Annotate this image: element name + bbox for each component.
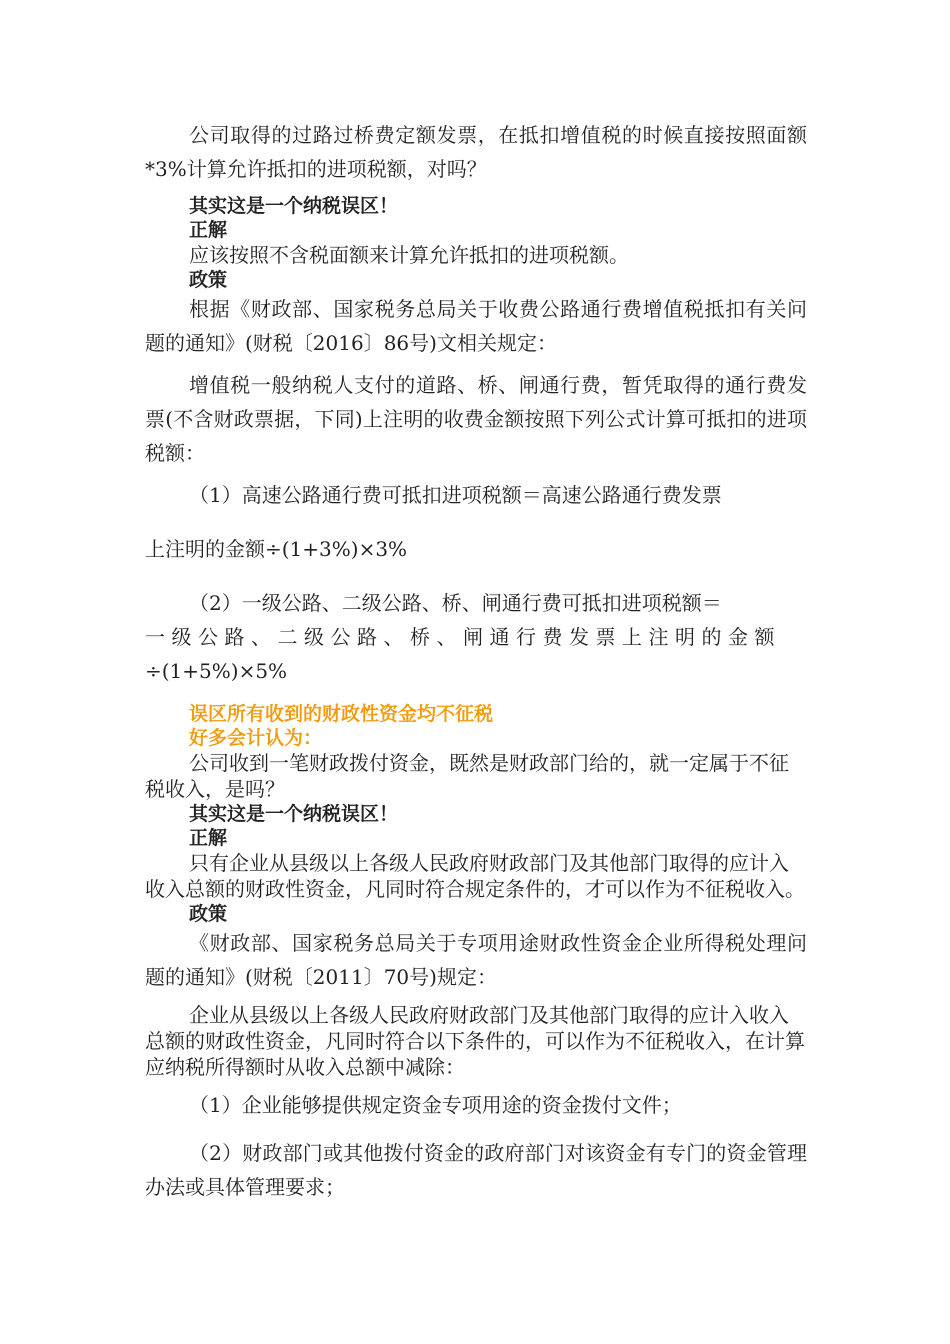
answer-heading-2: 正解 [189, 827, 228, 849]
answer-heading: 正解 [189, 219, 228, 241]
formula-2-line-3: ÷(1+5%)×5% [145, 659, 288, 683]
formula-2-line-1: （2）一级公路、二级公路、桥、闸通行费可抵扣进项税额＝ [189, 591, 722, 615]
policy-heading: 政策 [189, 269, 228, 291]
formula-1-line-2: 上注明的金额÷(1+3%)×3% [145, 537, 408, 561]
formula-1-line-1: （1）高速公路通行费可抵扣进项税额＝高速公路通行费发票 [189, 483, 722, 507]
answer-paragraph: 应该按照不含税面额来计算允许抵扣的进项税额。 [189, 243, 629, 267]
policy-text: 增值税一般纳税人支付的道路、桥、闸通行费，暂凭取得的通行费发票(不含财政票据，下同)上注明的收费金额按照下列公式计算可抵扣的进项税额： [145, 373, 807, 465]
question-paragraph-2: 公司收到一笔财政拨付资金，既然是财政部门给的，就一定属于不征税收入，是吗？ [145, 751, 789, 801]
misconception-heading: 其实这是一个纳税误区！ [189, 195, 399, 217]
question-paragraph: 公司取得的过路过桥费定额发票，在抵扣增值税的时候直接按照面额*3%计算允许抵扣的进项税额，对吗？ [145, 123, 807, 181]
policy-source-2: 《财政部、国家税务总局关于专项用途财政性资金企业所得税处理问题的通知》(财税〔2011〕70号)规定： [145, 931, 807, 989]
document-page [145, 118, 807, 1204]
policy-source: 根据《财政部、国家税务总局关于收费公路通行费增值税抵扣有关问题的通知》(财税〔2016〕86号)文相关规定： [145, 297, 807, 355]
answer-paragraph-2: 只有企业从县级以上各级人民政府财政部门及其他部门取得的应计入收入总额的财政性资金，凡同时符合规定条件的，才可以作为不征税收入。 [145, 851, 805, 901]
policy-text-2: 企业从县级以上各级人民政府财政部门及其他部门取得的应计入收入总额的财政性资金，凡同时符合以下条件的，可以作为不征税收入，在计算应纳税所得额时从收入总额中减除： [145, 1003, 805, 1079]
misconception-heading-2: 其实这是一个纳税误区！ [189, 803, 399, 825]
condition-1: （1）企业能够提供规定资金专项用途的资金拨付文件； [189, 1093, 682, 1117]
section-subtitle: 好多会计认为： [189, 727, 323, 749]
formula-2-line-2: 一级公路、二级公路、桥、闸通行费发票上注明的金额 [145, 625, 781, 649]
condition-2: （2）财政部门或其他拨付资金的政府部门对该资金有专门的资金管理办法或具体管理要求； [145, 1141, 807, 1199]
policy-heading-2: 政策 [189, 903, 228, 925]
section-title: 误区所有收到的财政性资金均不征税 [189, 703, 494, 725]
